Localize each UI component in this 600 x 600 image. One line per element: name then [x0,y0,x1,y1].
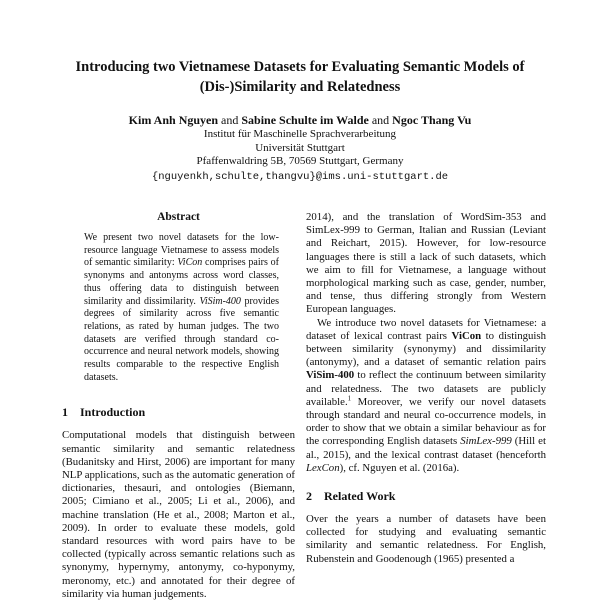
introduction-paragraph: Computational models that distinguish between semantic similarity and semantic relatedness (Budanitsky and Hirst, 2006) are important for many NLP applications, such as the automatic generation of dictionaries, thesauri, and ontologies (Biemann, 2005; Cimiano et al., 2005; Li et al., 2006), and machine translation (He et al., 2008; Marton et al., 2009). In order to evaluate these models, gold standard resources with word pairs have to be collected (typically across semantic relations such as synonymy, hypernymy, antonymy, co-hyponymy, meronomy, etc.) and annotated for their degree of similarity via human judgements. [62,429,295,600]
section-number: 2 [306,489,312,504]
abstract-heading: Abstract [157,211,200,223]
introduction-paragraph-2: We introduce two novel datasets for Vietnamese: a dataset of lexical contrast pairs ViCon to distinguish between similarity (synonymy) and dissimilarity (antonymy), and a dataset of semantic relation pairs ViSim-400 to reflect the continuum between similarity and relatedness. The two datasets are publicly available.$^1$ Moreover, we verify our novel datasets through standard and neural co-occurrence models, in order to show that we obtain a similar behaviour as for the corresponding English datasets SimLex-999 (Hill et al., 2015), and the lexical contrast dataset (henceforth LexCon), cf. Nguyen et al. (2016a). [306,316,546,474]
related-work-paragraph: Over the years a number of datasets have been collected for studying and evaluating semantic similarity and semantic relatedness. For English, Rubenstein and Goodenough (1965) presented a [306,513,546,565]
affiliation-institute: Institut für Maschinelle Sprachverarbeitung [203,128,397,140]
section-title: Introduction [80,405,146,420]
two-column-body [62,211,546,600]
author-name: Sabine Schulte im Walde [241,113,369,127]
paper-title-line2: (Dis-)Similarity and Relatedness [199,79,401,95]
paper-title-line1: Introducing two Vietnamese Datasets for Evaluating Semantic Models of [75,59,525,75]
section-heading-introduction [62,405,295,420]
section-number: 1 [62,405,68,420]
abstract-paragraph: We present two novel datasets for the low-resource language Vietnamese to assess models of semantic similarity: ViCon comprises pairs of synonyms and antonyms across word classes, thus offering data to distinguish between similarity and dissimilarity. ViSim-400 provides degrees of similarity across five semantic relations, as rated by human judges. The two datasets are verified through standard co-occurrence and neural network models, showing results comparable to the respective English datasets. [84,232,279,383]
affiliation-university: Universität Stuttgart [255,141,345,154]
section-title: Related Work [324,489,396,504]
author-name: Ngoc Thang Vu [392,113,472,127]
paper-title [40,57,560,97]
affiliation-address: Pfaffenwaldring 5B, 70569 Stuttgart, Germany [196,155,404,167]
author-separator: and [368,113,393,127]
author-separator: and [218,113,242,127]
right-column [306,211,546,600]
introduction-continuation-paragraph: 2014), and the translation of WordSim-353 and SimLex-999 to German, Italian and Russian (Leviant and Reichart, 2015). However, for low-resource languages there is still a lack of such datasets, which we aim to fill for Vietnamese, a language without morphological marking such as case, gender, number, and tense, thus differing strongly from Western European languages. [306,211,546,316]
left-column [62,211,295,600]
authors-line [0,113,600,128]
affiliation-email: {nguyenkh,schulte,thangvu}@ims.uni-stuttgart.de [151,170,449,183]
paper-header [0,0,600,184]
section-heading-related-work [306,489,546,504]
author-name: Kim Anh Nguyen [128,113,219,127]
